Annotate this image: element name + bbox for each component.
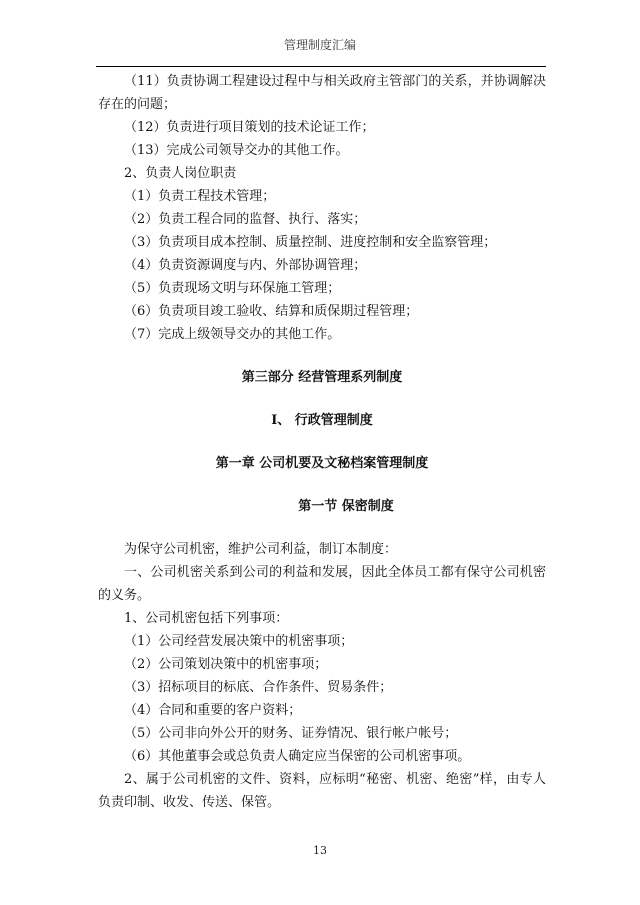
paragraph: （1）负责工程技术管理；	[124, 189, 276, 204]
paragraph: 为保守公司机密，维护公司利益，制订本制度：	[124, 542, 398, 557]
paragraph: （4）合同和重要的客户资料；	[124, 703, 302, 718]
paragraph: （3）负责项目成本控制、质量控制、进度控制和安全监察管理；	[124, 235, 497, 250]
paragraph: （4）负责资源调度与内、外部协调管理；	[124, 258, 367, 273]
paragraph: 1、公司机密包括下列事项：	[124, 611, 289, 626]
paragraph: （6）负责项目竣工验收、结算和质保期过程管理；	[124, 304, 419, 319]
paragraph: （13）完成公司领导交办的其他工作。	[124, 143, 349, 158]
paragraph: （1）公司经营发展决策中的机密事项；	[124, 634, 354, 649]
header-rule	[96, 66, 546, 67]
paragraph: （3）招标项目的标底、合作条件、贸易条件；	[124, 680, 393, 695]
paragraph: 2、属于公司机密的文件、资料，应标明“秘密、机密、绝密”样，由专人负责印制、收发、传送、保管。	[98, 772, 546, 810]
page-number: 13	[313, 844, 327, 857]
paragraph: （11）负责协调工程建设过程中与相关政府主管部门的关系，并协调解决存在的问题；	[98, 74, 546, 112]
paragraph: （7）完成上级领导交办的其他工作。	[124, 327, 341, 342]
chapter-heading: 第一章 公司机要及文秘档案管理制度	[215, 456, 429, 471]
paragraph: （2）公司策划决策中的机密事项；	[124, 657, 328, 672]
paragraph: （5）负责现场文明与环保施工管理；	[124, 281, 341, 296]
paragraph: 2、负责人岗位职责	[124, 166, 237, 181]
section-heading: Ⅰ、 行政管理制度	[271, 413, 373, 428]
paragraph: （2）负责工程合同的监督、执行、落实；	[124, 212, 367, 227]
node-heading: 第一节 保密制度	[298, 499, 394, 514]
page-header: 管理制度汇编	[283, 38, 356, 52]
paragraph: （6）其他董事会或总负责人确定应当保密的公司机密事项。	[124, 749, 471, 764]
paragraph: （5）公司非向外公开的财务、证券情况、银行帐户帐号；	[124, 726, 458, 741]
document-body	[98, 70, 546, 814]
paragraph: （12）负责进行项目策划的技术论证工作；	[124, 120, 375, 135]
part-heading: 第三部分 经营管理系列制度	[241, 370, 403, 385]
paragraph: 一、公司机密关系到公司的利益和发展，因此全体员工都有保守公司机密的义务。	[98, 565, 546, 603]
